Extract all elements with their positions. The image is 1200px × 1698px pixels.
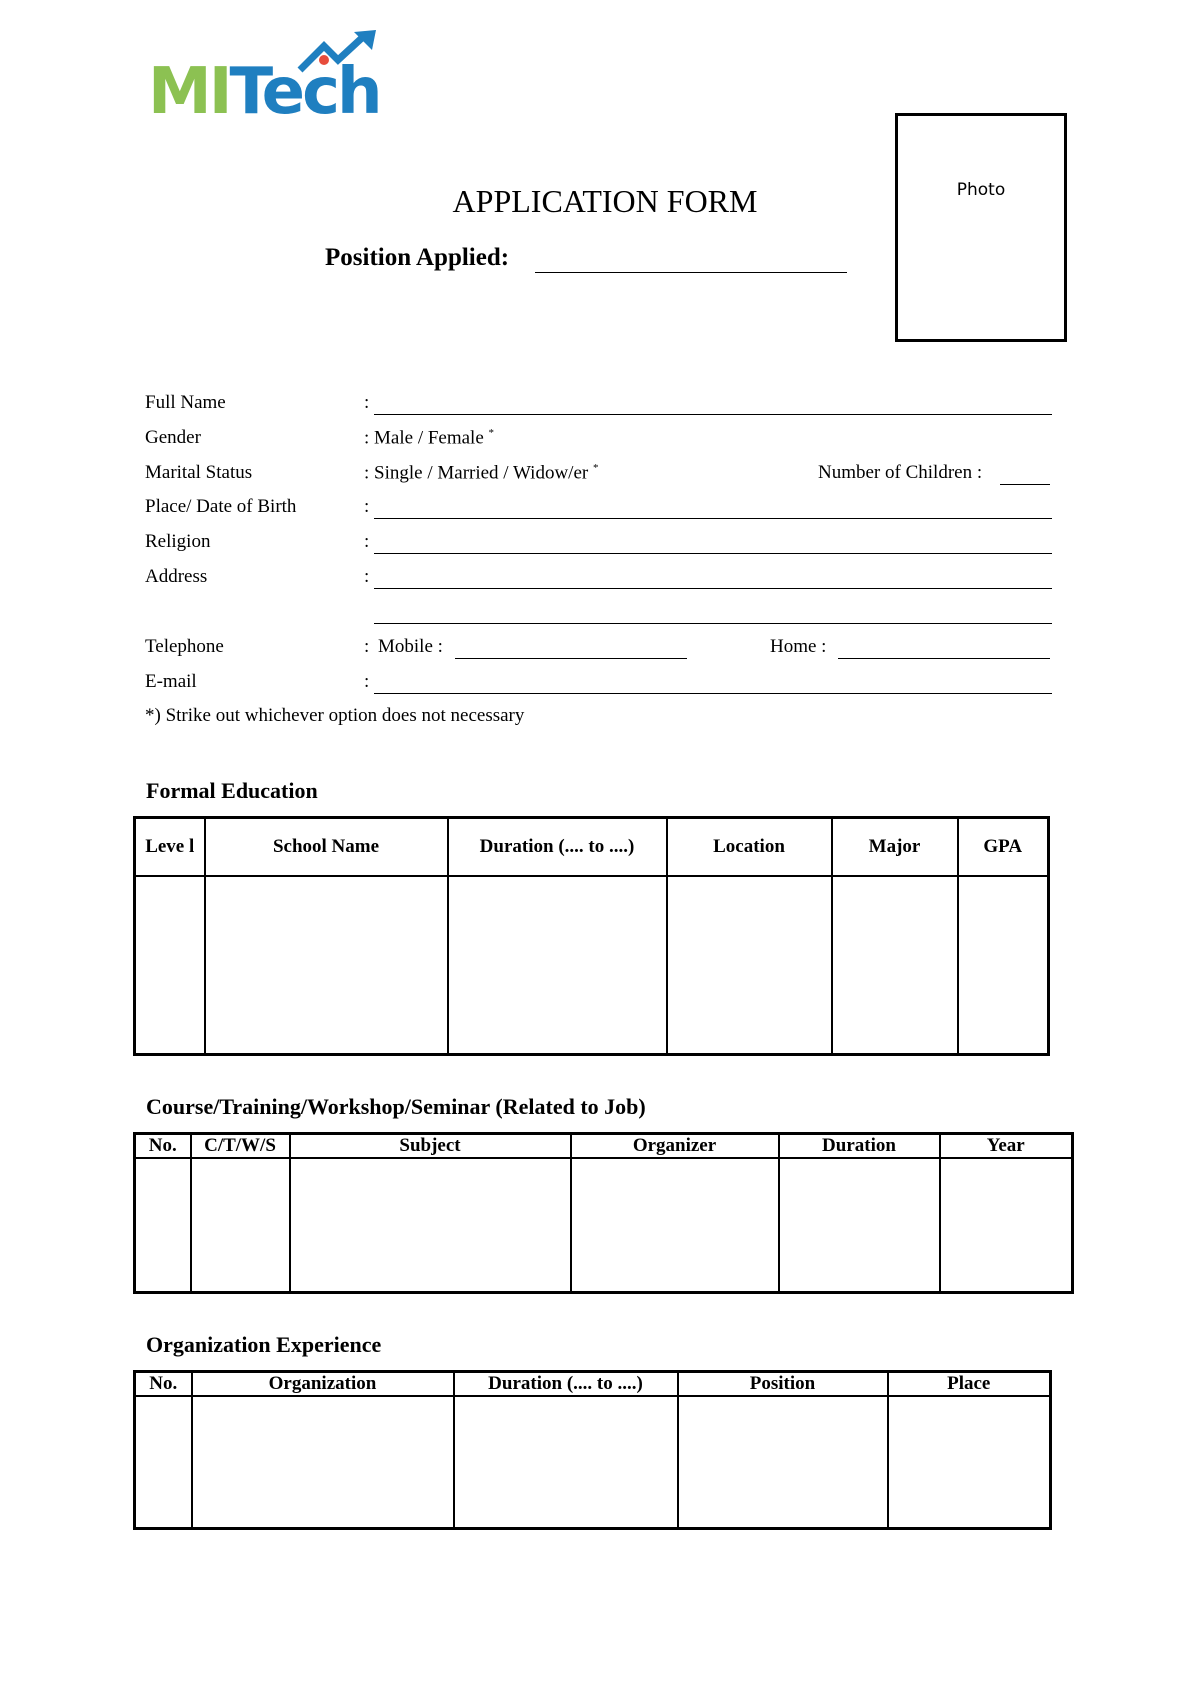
telephone-label: Telephone (145, 636, 224, 657)
email-input[interactable] (374, 693, 1052, 694)
column-header-organization: Organization (192, 1372, 454, 1397)
gender-options[interactable]: : Male / Female * (364, 427, 495, 449)
home-phone-input[interactable] (838, 658, 1050, 659)
religion-input[interactable] (374, 553, 1052, 554)
table-row (135, 876, 1049, 1055)
children-input[interactable] (1000, 484, 1050, 485)
colon: : (364, 496, 370, 517)
table-cell[interactable] (888, 1396, 1051, 1529)
column-header-place: Place (888, 1372, 1051, 1397)
table-row (135, 1396, 1051, 1529)
column-header-no: No. (135, 1372, 192, 1397)
organization-experience-title: Organization Experience (146, 1332, 382, 1357)
table-cell[interactable] (135, 876, 205, 1055)
children-label: Number of Children : (818, 462, 983, 483)
table-cell[interactable] (678, 1396, 888, 1529)
table-header-row (135, 1134, 1073, 1159)
table-cell[interactable] (135, 1158, 191, 1293)
table-cell[interactable] (448, 876, 667, 1055)
home-phone-label: Home : (770, 636, 827, 657)
column-header-duration: Duration (779, 1134, 940, 1159)
position-applied-label: Position Applied: (325, 244, 510, 271)
organization-experience-table (133, 1370, 1052, 1530)
column-header-type: C/T/W/S (191, 1134, 290, 1159)
column-header-school-name: School Name (205, 818, 448, 876)
mobile-input[interactable] (455, 658, 687, 659)
gender-label: Gender (145, 427, 201, 448)
column-header-year: Year (940, 1134, 1073, 1159)
table-cell[interactable] (191, 1158, 290, 1293)
colon: : (364, 531, 370, 552)
table-cell[interactable] (205, 876, 448, 1055)
photo-box[interactable] (895, 113, 1067, 342)
email-label: E-mail (145, 671, 197, 692)
full-name-input[interactable] (374, 414, 1052, 415)
column-header-location: Location (667, 818, 832, 876)
column-header-no: No. (135, 1134, 191, 1159)
logo-wordmark: MITech (148, 55, 380, 129)
page-title: APPLICATION FORM (452, 183, 758, 219)
formal-education-table (133, 816, 1050, 1056)
address-input-line-1[interactable] (374, 588, 1052, 589)
full-name-label: Full Name (145, 392, 226, 413)
column-header-organizer: Organizer (571, 1134, 779, 1159)
column-header-duration: Duration (.... to ....) (454, 1372, 678, 1397)
table-cell[interactable] (832, 876, 958, 1055)
address-input-line-2[interactable] (374, 623, 1052, 624)
religion-label: Religion (145, 531, 211, 552)
table-cell[interactable] (290, 1158, 571, 1293)
marital-status-label: Marital Status (145, 462, 253, 483)
table-cell[interactable] (454, 1396, 678, 1529)
colon: : (364, 671, 370, 692)
position-applied-input[interactable] (535, 272, 847, 273)
table-cell[interactable] (667, 876, 832, 1055)
table-cell[interactable] (779, 1158, 940, 1293)
photo-label: Photo (956, 180, 1006, 200)
colon: : (364, 636, 370, 657)
table-cell[interactable] (940, 1158, 1073, 1293)
address-label: Address (145, 566, 208, 587)
colon: : (364, 392, 370, 413)
strike-out-note: *) Strike out whichever option does not necessary (145, 705, 525, 726)
table-cell[interactable] (958, 876, 1049, 1055)
birth-input[interactable] (374, 518, 1052, 519)
table-header-row (135, 818, 1049, 876)
column-header-duration: Duration (.... to ....) (448, 818, 667, 876)
column-header-gpa: GPA (958, 818, 1049, 876)
mobile-label: Mobile : (378, 636, 443, 657)
table-cell[interactable] (135, 1396, 192, 1529)
training-table (133, 1132, 1074, 1294)
table-cell[interactable] (192, 1396, 454, 1529)
table-header-row (135, 1372, 1051, 1397)
colon: : (364, 566, 370, 587)
table-cell[interactable] (571, 1158, 779, 1293)
column-header-major: Major (832, 818, 958, 876)
formal-education-title: Formal Education (146, 778, 318, 803)
column-header-position: Position (678, 1372, 888, 1397)
column-header-subject: Subject (290, 1134, 571, 1159)
column-header-level: Leve l (135, 818, 205, 876)
company-logo (148, 30, 388, 129)
birth-label: Place/ Date of Birth (145, 496, 297, 517)
training-title: Course/Training/Workshop/Seminar (Related to Job) (146, 1094, 646, 1119)
table-row (135, 1158, 1073, 1293)
marital-status-options[interactable]: : Single / Married / Widow/er * (364, 462, 599, 484)
